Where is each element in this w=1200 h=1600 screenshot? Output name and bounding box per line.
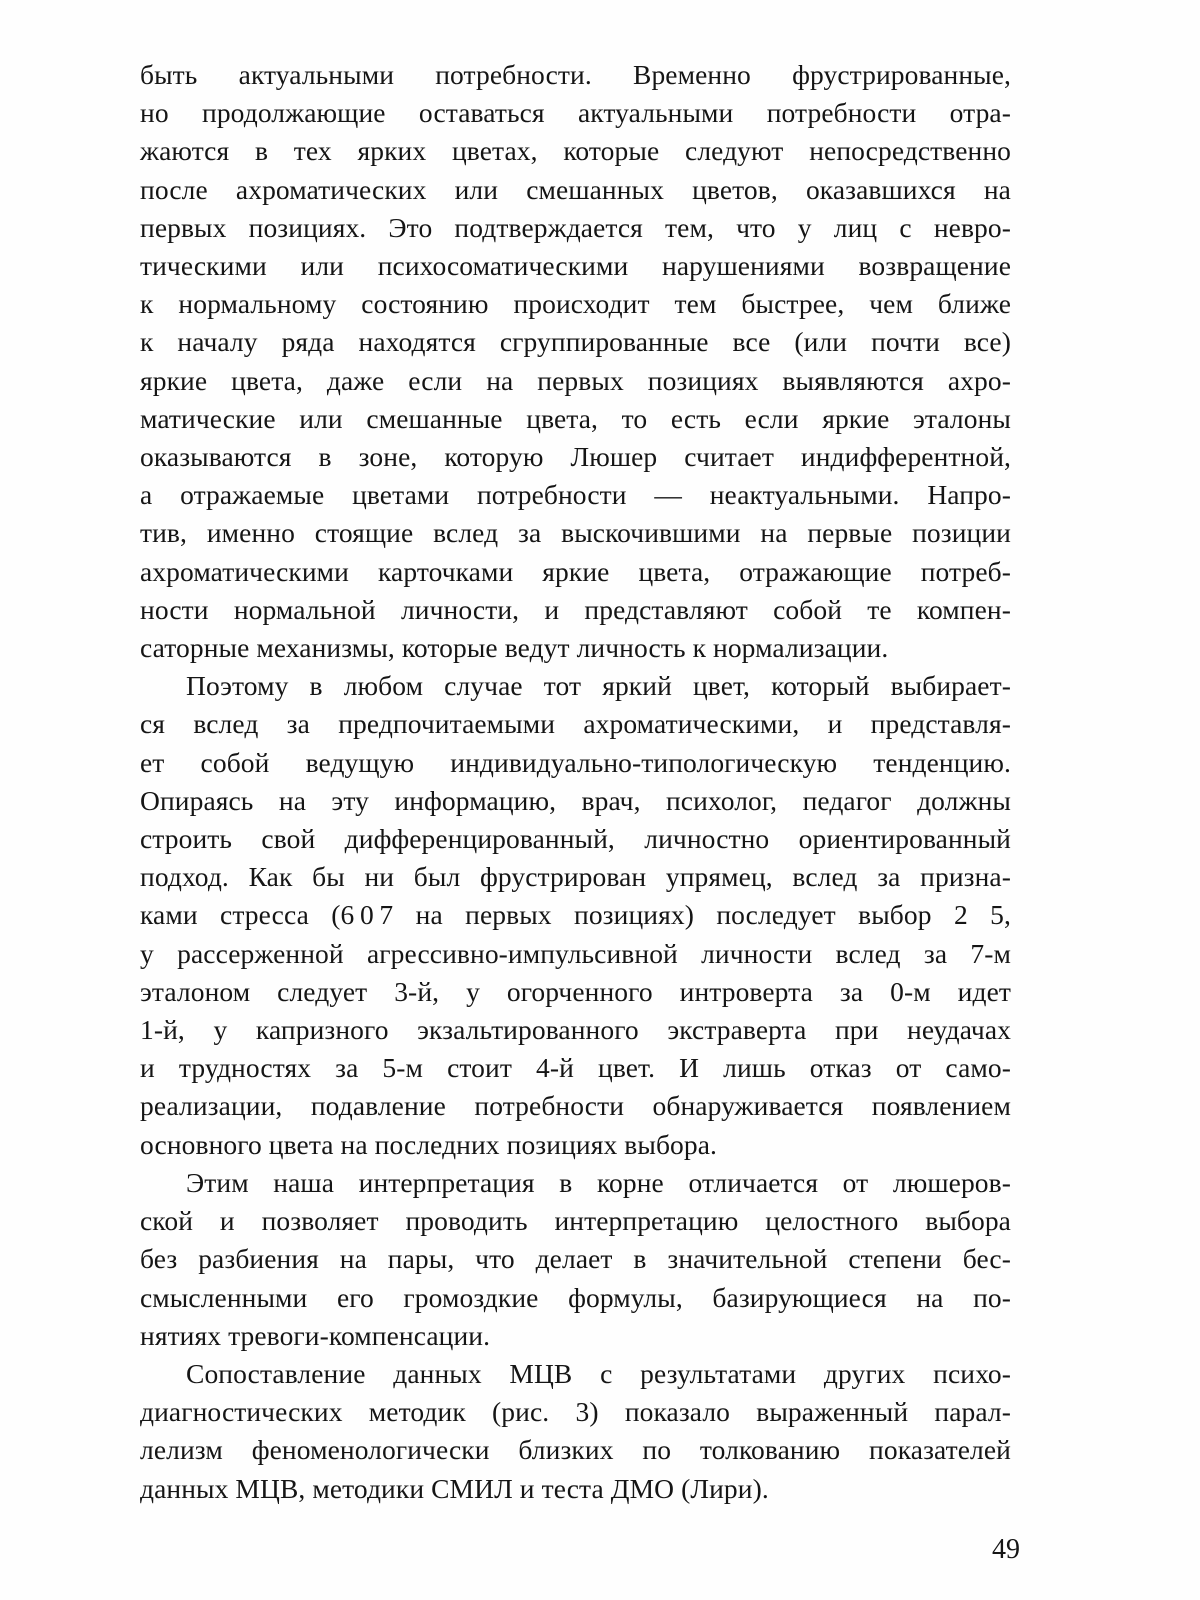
text-line: данных МЦВ, методики СМИЛ и теста ДМО (Лири).	[140, 1472, 769, 1504]
text-line: к началу ряда находятся сгруппированные все (или почти все)	[140, 326, 1011, 358]
text-line: у рассерженной агрессивно-импульсивной личности вслед за 7-м	[140, 937, 1011, 969]
paragraph	[140, 667, 1011, 1164]
text-line: оказываются в зоне, которую Люшер считает индифферентной,	[140, 441, 1011, 473]
text-line: основного цвета на последних позициях выбора.	[140, 1128, 718, 1160]
text-line: после ахроматических или смешанных цветов, оказавшихся на	[140, 173, 1011, 205]
text-line: ет собой ведущую индивидуально-типологическую тенденцию.	[140, 746, 1011, 778]
paragraph	[140, 56, 1011, 667]
text-line: а отражаемые цветами потребности — неактуальными. Напро-	[140, 479, 1011, 511]
text-line: Сопоставление данных МЦВ с результатами других психо-	[186, 1357, 1011, 1389]
text-line: ности нормальной личности, и представляют собой те компен-	[140, 593, 1011, 625]
text-line: лелизм феноменологически близких по толкованию показателей	[140, 1434, 1011, 1466]
text-line: эталоном следует 3-й, у огорченного интроверта за 0-м идет	[140, 975, 1011, 1007]
text-line: и трудностях за 5-м стоит 4-й цвет. И лишь отказ от само-	[140, 1052, 1011, 1084]
text-line: Опираясь на эту информацию, врач, психолог, педагог должны	[140, 784, 1011, 816]
text-line: нятиях тревоги-компенсации.	[140, 1319, 491, 1351]
text-line: первых позициях. Это подтверждается тем, что у лиц с невро-	[140, 211, 1011, 243]
paragraph	[140, 1355, 1011, 1508]
text-line: к нормальному состоянию происходит тем быстрее, чем ближе	[140, 288, 1011, 320]
text-line: тическими или психосоматическими нарушениями возвращение	[140, 250, 1011, 282]
text-line: жаются в тех ярких цветах, которые следуют непосредственно	[140, 135, 1011, 167]
text-line: ахроматическими карточками яркие цвета, отражающие потреб-	[140, 555, 1011, 587]
text-line: ками стресса (6 0 7 на первых позициях) последует выбор 2 5,	[140, 899, 1011, 931]
page-text-block	[140, 56, 1011, 1508]
text-line: 1-й, у капризного экзальтированного экстраверта при неудачах	[140, 1014, 1011, 1046]
paragraph	[140, 1164, 1011, 1355]
text-line: матические или смешанные цвета, то есть если яркие эталоны	[140, 402, 1011, 434]
text-line: строить свой дифференцированный, личностно ориентированный	[140, 823, 1011, 855]
text-line: без разбиения на пары, что делает в значительной степени бес-	[140, 1243, 1011, 1275]
text-line: Этим наша интерпретация в корне отличается от люшеров-	[186, 1166, 1011, 1198]
text-line: подход. Как бы ни был фрустрирован упрямец, вслед за призна-	[140, 861, 1011, 893]
text-line: яркие цвета, даже если на первых позициях выявляются ахро-	[140, 364, 1011, 396]
text-line: тив, именно стоящие вслед за выскочившими на первые позиции	[140, 517, 1011, 549]
text-line: диагностических методик (рис. 3) показало выраженный парал-	[140, 1396, 1011, 1428]
text-line: ся вслед за предпочитаемыми ахроматическими, и представля-	[140, 708, 1011, 740]
text-line: быть актуальными потребности. Временно фрустрированные,	[140, 59, 1011, 90]
text-line: но продолжающие оставаться актуальными потребности отра-	[140, 97, 1011, 129]
text-line: смысленными его громоздкие формулы, базирующиеся на по-	[140, 1281, 1011, 1313]
text-line: саторные механизмы, которые ведут личность к нормализации.	[140, 632, 889, 664]
text-line: Поэтому в любом случае тот яркий цвет, который выбирает-	[186, 670, 1011, 702]
page-number: 49	[992, 1534, 1020, 1565]
text-line: реализации, подавление потребности обнаруживается появлением	[140, 1090, 1011, 1122]
text-line: ской и позволяет проводить интерпретацию целостного выбора	[140, 1205, 1011, 1237]
